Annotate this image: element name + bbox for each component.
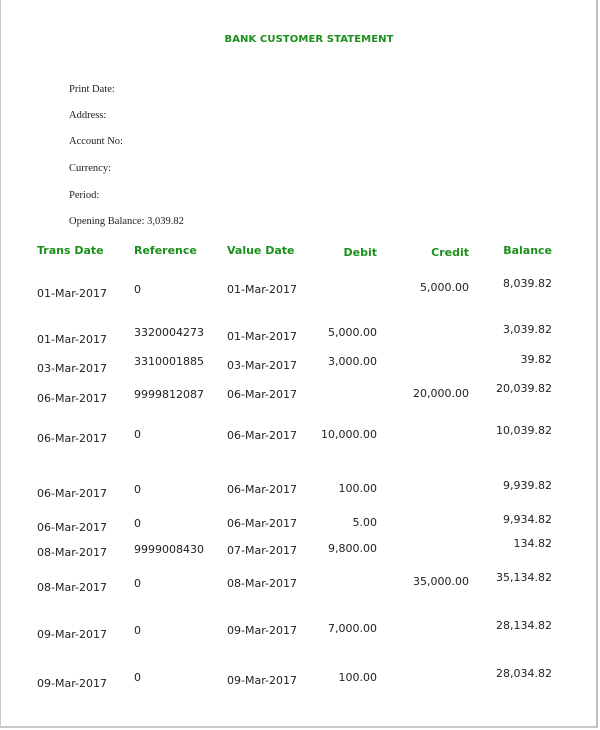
header-debit: Debit	[343, 246, 377, 259]
cell-reference: 0	[134, 517, 141, 530]
cell-reference: 3320004273	[134, 326, 204, 339]
cell-value-date: 06-Mar-2017	[227, 483, 297, 496]
cell-value-date: 01-Mar-2017	[227, 330, 297, 343]
cell-balance: 20,039.82	[496, 382, 552, 395]
cell-balance: 3,039.82	[503, 323, 552, 336]
cell-balance: 28,034.82	[496, 667, 552, 680]
cell-trans-date: 01-Mar-2017	[37, 333, 107, 346]
cell-trans-date: 08-Mar-2017	[37, 546, 107, 559]
cell-value-date: 01-Mar-2017	[227, 283, 297, 296]
cell-reference: 0	[134, 483, 141, 496]
cell-trans-date: 09-Mar-2017	[37, 628, 107, 641]
cell-debit: 100.00	[338, 482, 377, 495]
currency-label: Currency:	[69, 163, 111, 174]
cell-debit: 3,000.00	[328, 355, 377, 368]
cell-reference: 0	[134, 283, 141, 296]
cell-value-date: 03-Mar-2017	[227, 359, 297, 372]
header-reference: Reference	[134, 244, 197, 257]
cell-debit: 5,000.00	[328, 326, 377, 339]
cell-value-date: 08-Mar-2017	[227, 577, 297, 590]
header-value-date: Value Date	[227, 244, 295, 257]
cell-trans-date: 01-Mar-2017	[37, 287, 107, 300]
cell-debit: 5.00	[352, 516, 377, 529]
cell-balance: 35,134.82	[496, 571, 552, 584]
cell-credit: 20,000.00	[413, 387, 469, 400]
cell-value-date: 07-Mar-2017	[227, 544, 297, 557]
cell-credit: 5,000.00	[420, 281, 469, 294]
cell-balance: 8,039.82	[503, 277, 552, 290]
cell-debit: 100.00	[338, 671, 377, 684]
cell-reference: 0	[134, 671, 141, 684]
cell-value-date: 06-Mar-2017	[227, 429, 297, 442]
cell-debit: 9,800.00	[328, 542, 377, 555]
cell-reference: 3310001885	[134, 355, 204, 368]
cell-balance: 28,134.82	[496, 619, 552, 632]
account-no-label: Account No:	[69, 136, 123, 147]
cell-debit: 7,000.00	[328, 622, 377, 635]
cell-reference: 9999812087	[134, 388, 204, 401]
cell-value-date: 06-Mar-2017	[227, 517, 297, 530]
cell-reference: 0	[134, 577, 141, 590]
cell-value-date: 09-Mar-2017	[227, 624, 297, 637]
address-label: Address:	[69, 110, 107, 121]
cell-trans-date: 03-Mar-2017	[37, 362, 107, 375]
cell-value-date: 09-Mar-2017	[227, 674, 297, 687]
opening-balance: Opening Balance: 3,039.82	[69, 216, 184, 227]
cell-trans-date: 06-Mar-2017	[37, 432, 107, 445]
header-balance: Balance	[503, 244, 552, 257]
header-credit: Credit	[431, 246, 469, 259]
cell-balance: 39.82	[520, 353, 552, 366]
cell-trans-date: 06-Mar-2017	[37, 392, 107, 405]
header-trans-date: Trans Date	[37, 244, 104, 257]
statement-title: BANK CUSTOMER STATEMENT	[224, 34, 394, 45]
cell-balance: 9,934.82	[503, 513, 552, 526]
cell-reference: 9999008430	[134, 543, 204, 556]
period-label: Period:	[69, 190, 100, 201]
cell-trans-date: 08-Mar-2017	[37, 581, 107, 594]
print-date-label: Print Date:	[69, 84, 115, 95]
cell-debit: 10,000.00	[321, 428, 377, 441]
cell-balance: 9,939.82	[503, 479, 552, 492]
cell-balance: 10,039.82	[496, 424, 552, 437]
cell-value-date: 06-Mar-2017	[227, 388, 297, 401]
cell-trans-date: 09-Mar-2017	[37, 677, 107, 690]
cell-reference: 0	[134, 624, 141, 637]
cell-reference: 0	[134, 428, 141, 441]
cell-credit: 35,000.00	[413, 575, 469, 588]
cell-balance: 134.82	[513, 537, 552, 550]
cell-trans-date: 06-Mar-2017	[37, 487, 107, 500]
cell-trans-date: 06-Mar-2017	[37, 521, 107, 534]
